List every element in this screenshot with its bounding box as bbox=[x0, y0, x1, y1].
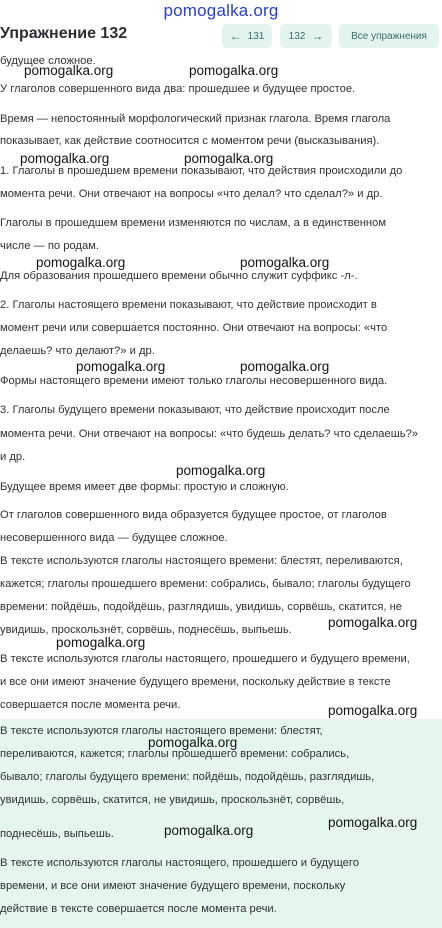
watermark: pomogalka.org bbox=[20, 151, 110, 166]
answer-line: переливаются, кажется; глаголы прошедшего времени: собрались, bbox=[0, 748, 350, 760]
all-exercises-label: Все упражнения bbox=[351, 30, 427, 42]
text-line: кажется; глаголы прошедшего времени: собрались, бывало; глаголы будущего bbox=[0, 578, 411, 590]
text-line: числе — по родам. bbox=[0, 240, 99, 252]
text-line: и все они имеют значение будущего времени, поскольку действие в тексте bbox=[0, 676, 391, 688]
prev-exercise-label: 131 bbox=[247, 30, 265, 42]
text-line: момента речи. Они отвечают на вопросы «что делал? что сделал?» и др. bbox=[0, 188, 383, 200]
watermark: pomogalka.org bbox=[76, 359, 166, 374]
text-line: 3. Глаголы будущего времени показывают, что действие происходит после bbox=[0, 404, 390, 416]
watermark: pomogalka.org bbox=[240, 255, 330, 270]
prev-exercise-button[interactable] bbox=[222, 24, 272, 48]
answer-line: поднесёшь, выпьешь. bbox=[0, 828, 114, 840]
all-exercises-button[interactable] bbox=[339, 24, 439, 48]
watermark: pomogalka.org bbox=[189, 63, 279, 78]
text-line: делаешь? что делают?» и др. bbox=[0, 345, 155, 357]
next-exercise-label: 132 bbox=[288, 30, 306, 42]
text-line: увидишь, проскользнёт, сорвёшь, поднесёшь, выпьешь. bbox=[0, 624, 292, 636]
text-line: Будущее время имеет две формы: простую и сложную. bbox=[0, 481, 289, 493]
text-line: 1. Глаголы в прошедшем времени показывают, что действия происходили до bbox=[0, 165, 403, 177]
watermark: pomogalka.org bbox=[176, 463, 266, 478]
text-line: Для образования прошедшего времени обычно служит суффикс -л-. bbox=[0, 270, 358, 282]
watermark: pomogalka.org bbox=[328, 615, 418, 630]
answer-line: увидишь, сорвёшь, скатится, не увидишь, проскользнёт, сорвёшь, bbox=[0, 794, 345, 806]
text-line: Время — непостоянный морфологический признак глагола. Время глагола bbox=[0, 113, 391, 125]
text-line: От глаголов совершенного вида образуется будущее простое, от глаголов bbox=[0, 509, 387, 521]
site-watermark: pomogalka.org bbox=[163, 1, 279, 20]
watermark: pomogalka.org bbox=[240, 359, 330, 374]
answer-line: действие в тексте совершается после момента речи. bbox=[0, 903, 277, 915]
text-line: будущее сложное. bbox=[0, 55, 96, 67]
text-line: У глаголов совершенного вида два: прошедшее и будущее простое. bbox=[0, 83, 356, 95]
watermark: pomogalka.org bbox=[36, 255, 126, 270]
exercise-header bbox=[0, 21, 442, 51]
watermark: pomogalka.org bbox=[24, 63, 114, 78]
text-line: несовершенного вида — будущее сложное. bbox=[0, 532, 228, 544]
answer-line: В тексте используются глаголы настоящего времени: блестят, bbox=[0, 725, 323, 737]
watermark: pomogalka.org bbox=[164, 823, 254, 838]
answer-line: В тексте используются глаголы настоящего, прошедшего и будущего bbox=[0, 857, 359, 869]
watermark: pomogalka.org bbox=[148, 735, 238, 750]
text-line: 2. Глаголы настоящего времени показывают, что действие происходит в bbox=[0, 299, 377, 311]
watermark: pomogalka.org bbox=[184, 151, 274, 166]
next-exercise-button[interactable] bbox=[280, 24, 332, 48]
arrow-left-icon: ← bbox=[229, 29, 242, 43]
text-line: В тексте используются глаголы настоящего времени: блестят, переливаются, bbox=[0, 555, 403, 567]
text-line: Формы настоящего времени имеют только глаголы несовершенного вида. bbox=[0, 375, 388, 387]
text-line: Глаголы в прошедшем времени изменяются по числам, а в единственном bbox=[0, 217, 387, 229]
watermark: pomogalka.org bbox=[56, 635, 146, 650]
text-line: совершается после момента речи. bbox=[0, 699, 181, 711]
watermark: pomogalka.org bbox=[328, 703, 418, 718]
text-line: и др. bbox=[0, 451, 26, 463]
answer-line: бывало; глаголы будущего времени: пойдёшь, подойдёшь, разглядишь, bbox=[0, 771, 375, 783]
text-line: момента речи. Они отвечают на вопросы: «что будешь делать? что сделаешь?» bbox=[0, 428, 418, 440]
text-line: времени: пойдёшь, подойдёшь, разглядишь, увидишь, сорвёшь, скатится, не bbox=[0, 601, 402, 613]
text-line: показывает, как действие соотносится с моментом речи (высказывания). bbox=[0, 135, 380, 147]
arrow-right-icon: → bbox=[311, 29, 324, 43]
text-line: В тексте используются глаголы настоящего, прошедшего и будущего времени, bbox=[0, 653, 410, 665]
text-line: момент речи или совершается постоянно. Они отвечают на вопросы: «что bbox=[0, 322, 388, 334]
page-title: Упражнение 132 bbox=[0, 25, 128, 42]
watermark: pomogalka.org bbox=[328, 815, 418, 830]
answer-line: времени, и все они имеют значение будущего времени, поскольку bbox=[0, 880, 346, 892]
